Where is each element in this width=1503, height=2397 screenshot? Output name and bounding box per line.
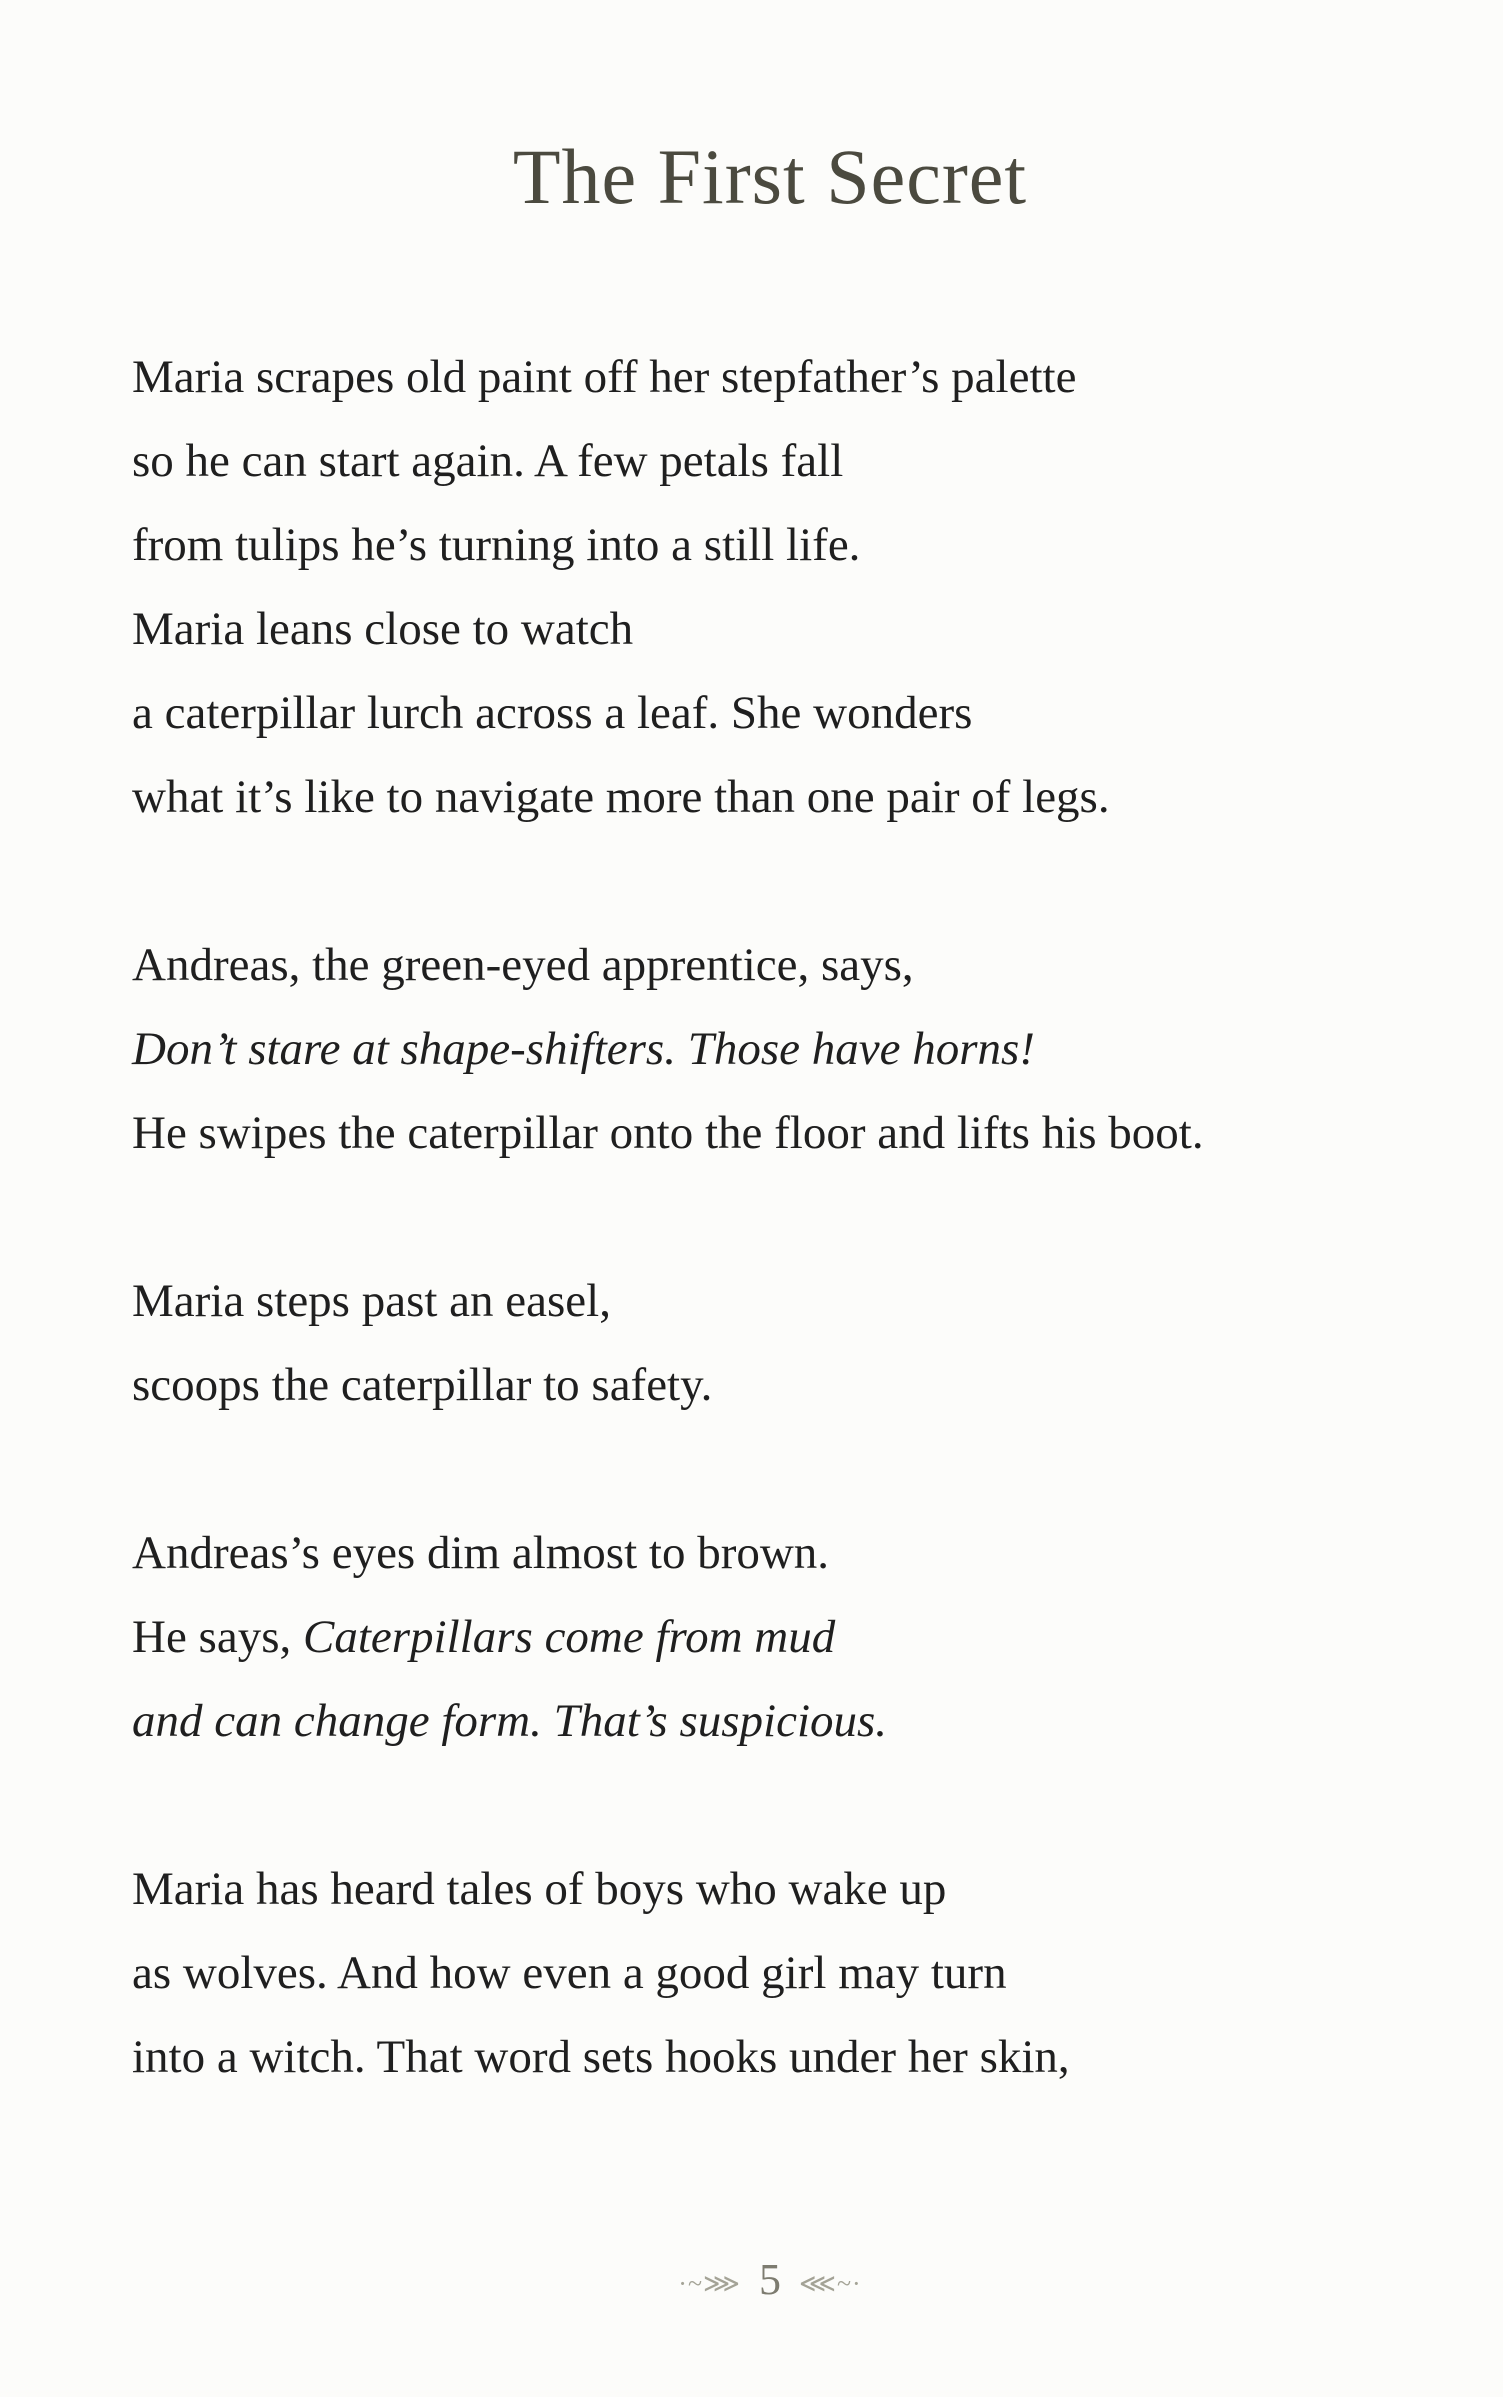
poem-line-prefix: He says,	[132, 1611, 292, 1663]
poem-body	[132, 335, 1432, 2183]
page-footer	[0, 2255, 1503, 2304]
poem-line: Maria steps past an easel,	[132, 1275, 611, 1327]
italic-speech: Caterpillars come from mud	[303, 1611, 836, 1663]
poem-line-italic	[132, 1679, 1432, 1763]
stanza-5	[132, 1847, 1432, 2099]
stanza-2	[132, 923, 1432, 1175]
poem-line: Maria leans close to watch	[132, 603, 634, 655]
page-title: The First Secret	[512, 133, 1028, 220]
poem-line: Maria scrapes old paint off her stepfather’s palette	[132, 351, 1077, 403]
italic-speech: and can change form. That’s suspicious.	[132, 1695, 888, 1747]
poem-line-italic	[132, 1007, 1432, 1091]
poem-line: Andreas, the green-eyed apprentice, says,	[132, 939, 914, 991]
poem-line: a caterpillar lurch across a leaf. She wonders	[132, 687, 973, 739]
poem-line: Andreas’s eyes dim almost to brown.	[132, 1527, 830, 1579]
leaf-ornament-icon: ·~⋙	[678, 2268, 741, 2298]
stanza-1	[132, 335, 1432, 839]
leaf-ornament-icon: ⋘~·	[799, 2268, 862, 2298]
poem-line-mixed	[132, 1595, 1432, 1679]
page-number: 5	[759, 2255, 781, 2304]
poem-line: as wolves. And how even a good girl may turn	[132, 1947, 1007, 1999]
poem-line: Maria has heard tales of boys who wake up	[132, 1863, 947, 1915]
poem-line: He swipes the caterpillar onto the floor and lifts his boot.	[132, 1107, 1204, 1159]
poem-line: so he can start again. A few petals fall	[132, 435, 844, 487]
stanza-3	[132, 1259, 1432, 1427]
stanza-4	[132, 1511, 1432, 1763]
italic-speech: Don’t stare at shape-shifters. Those have horns!	[132, 1023, 1035, 1075]
poem-line: what it’s like to navigate more than one pair of legs.	[132, 771, 1110, 823]
poem-line: into a witch. That word sets hooks under her skin,	[132, 2031, 1070, 2083]
poem-line: scoops the caterpillar to safety.	[132, 1359, 713, 1411]
poem-line: from tulips he’s turning into a still life.	[132, 519, 861, 571]
